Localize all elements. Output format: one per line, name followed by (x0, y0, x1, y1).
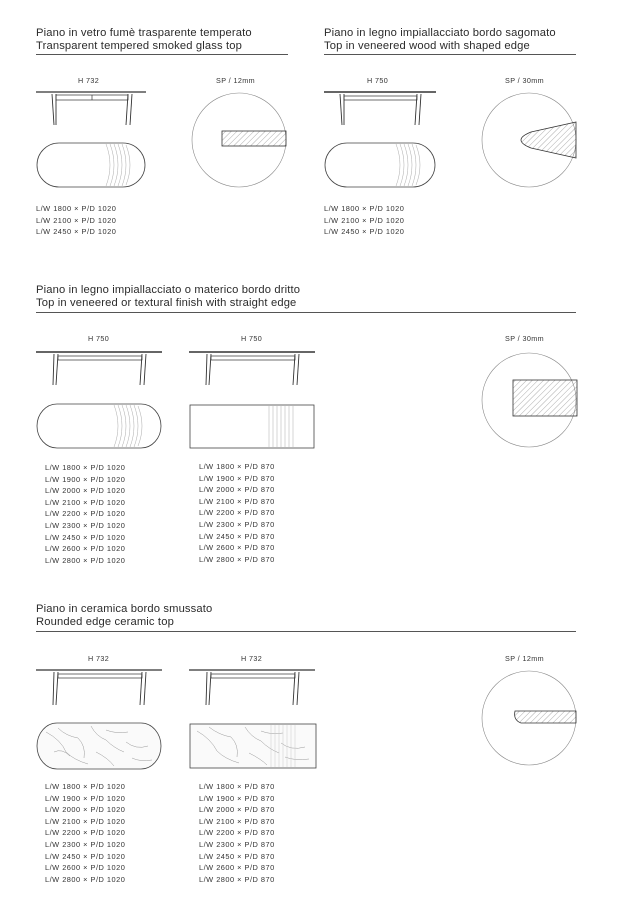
section-1-top-view (36, 142, 146, 188)
section-4-thickness-label: SP / 12mm (505, 654, 545, 663)
size-row: L/W 2600 × P/D 870 (199, 863, 275, 873)
section-4-edge-detail (481, 670, 577, 766)
section-3-title-it: Piano in legno impiallacciato o materico bordo dritto (36, 284, 301, 296)
size-row: L/W 2600 × P/D 1020 (45, 863, 126, 873)
section-3-thickness-label: SP / 30mm (505, 334, 545, 343)
section-2-top-view (324, 142, 436, 188)
section-2-thickness-label: SP / 30mm (505, 76, 545, 85)
size-row: L/W 2450 × P/D 1020 (36, 227, 117, 237)
section-4-top-view-a (36, 722, 162, 770)
size-row: L/W 2100 × P/D 1020 (36, 215, 117, 225)
section-2-rule (324, 54, 576, 55)
size-row: L/W 2000 × P/D 870 (199, 805, 275, 815)
size-row: L/W 2100 × P/D 870 (199, 496, 275, 506)
section-4-size-list-a (45, 781, 125, 885)
size-row: L/W 2000 × P/D 1020 (45, 486, 126, 496)
section-3-side-view-a (36, 349, 162, 389)
size-row: L/W 2300 × P/D 870 (199, 839, 275, 849)
section-3-side-view-b (189, 349, 315, 389)
size-row: L/W 1800 × P/D 870 (199, 782, 275, 791)
section-3-size-list-b (199, 461, 275, 565)
section-1-side-view (36, 89, 146, 129)
section-3-title-en: Top in veneered or textural finish with straight edge (36, 297, 297, 309)
section-3-height-label-b: H 750 (241, 334, 263, 343)
section-3-rule (36, 312, 576, 313)
size-row: L/W 1800 × P/D 870 (199, 462, 275, 471)
size-row: L/W 2100 × P/D 870 (199, 816, 275, 826)
size-row: L/W 2200 × P/D 1020 (45, 509, 126, 519)
section-2-size-list (324, 203, 404, 238)
size-row: L/W 2100 × P/D 1020 (45, 497, 126, 507)
size-row: L/W 2300 × P/D 870 (199, 519, 275, 529)
size-row: L/W 2600 × P/D 870 (199, 543, 275, 553)
section-4-side-view-b (189, 667, 315, 709)
section-2-title-en: Top in veneered wood with shaped edge (324, 40, 530, 52)
section-4-top-view-b (189, 723, 317, 769)
size-row: L/W 1800 × P/D 1020 (45, 782, 126, 791)
section-3-height-label-a: H 750 (88, 334, 110, 343)
size-row: L/W 1800 × P/D 1020 (45, 463, 126, 472)
size-row: L/W 1800 × P/D 1020 (324, 204, 405, 213)
section-2-edge-detail (481, 92, 577, 188)
size-row: L/W 2800 × P/D 870 (199, 554, 275, 564)
section-2-title-it: Piano in legno impiallacciato bordo sagomato (324, 27, 556, 39)
size-row: L/W 2100 × P/D 1020 (45, 816, 126, 826)
size-row: L/W 2300 × P/D 1020 (45, 839, 126, 849)
size-row: L/W 1900 × P/D 1020 (45, 793, 126, 803)
section-4-size-list-b (199, 781, 275, 885)
section-1-edge-detail (191, 92, 287, 188)
size-row: L/W 1900 × P/D 870 (199, 793, 275, 803)
size-row: L/W 2450 × P/D 870 (199, 531, 275, 541)
size-row: L/W 2600 × P/D 1020 (45, 544, 126, 554)
size-row: L/W 2000 × P/D 1020 (45, 805, 126, 815)
section-4-height-label-b: H 732 (241, 654, 263, 663)
section-1-title-en: Transparent tempered smoked glass top (36, 40, 242, 52)
size-row: L/W 1900 × P/D 870 (199, 473, 275, 483)
section-1-height-label: H 732 (78, 76, 100, 85)
section-4-rule (36, 631, 576, 632)
section-4-height-label-a: H 732 (88, 654, 110, 663)
size-row: L/W 2450 × P/D 1020 (324, 227, 405, 237)
size-row: L/W 2800 × P/D 870 (199, 874, 275, 884)
section-1-size-list (36, 203, 116, 238)
size-row: L/W 2200 × P/D 870 (199, 828, 275, 838)
section-3-size-list-a (45, 462, 125, 566)
section-1-title-it: Piano in vetro fumè trasparente temperato (36, 27, 252, 39)
size-row: L/W 2450 × P/D 1020 (45, 851, 126, 861)
section-4-side-view-a (36, 667, 162, 709)
size-row: L/W 2800 × P/D 1020 (45, 874, 126, 884)
size-row: L/W 2000 × P/D 870 (199, 485, 275, 495)
section-2-height-label: H 750 (367, 76, 389, 85)
section-3-top-view-a (36, 403, 162, 449)
section-4-title-it: Piano in ceramica bordo smussato (36, 603, 213, 615)
size-row: L/W 2200 × P/D 1020 (45, 828, 126, 838)
size-row: L/W 2100 × P/D 1020 (324, 215, 405, 225)
section-2-side-view (324, 89, 436, 129)
section-1-rule (36, 54, 288, 55)
section-3-edge-detail (481, 352, 577, 448)
size-row: L/W 2200 × P/D 870 (199, 508, 275, 518)
section-1-thickness-label: SP / 12mm (216, 76, 256, 85)
size-row: L/W 2450 × P/D 870 (199, 851, 275, 861)
size-row: L/W 2450 × P/D 1020 (45, 532, 126, 542)
size-row: L/W 2300 × P/D 1020 (45, 520, 126, 530)
section-4-title-en: Rounded edge ceramic top (36, 616, 174, 628)
section-3-top-view-b (189, 404, 315, 450)
size-row: L/W 1800 × P/D 1020 (36, 204, 117, 213)
size-row: L/W 1900 × P/D 1020 (45, 474, 126, 484)
size-row: L/W 2800 × P/D 1020 (45, 555, 126, 565)
